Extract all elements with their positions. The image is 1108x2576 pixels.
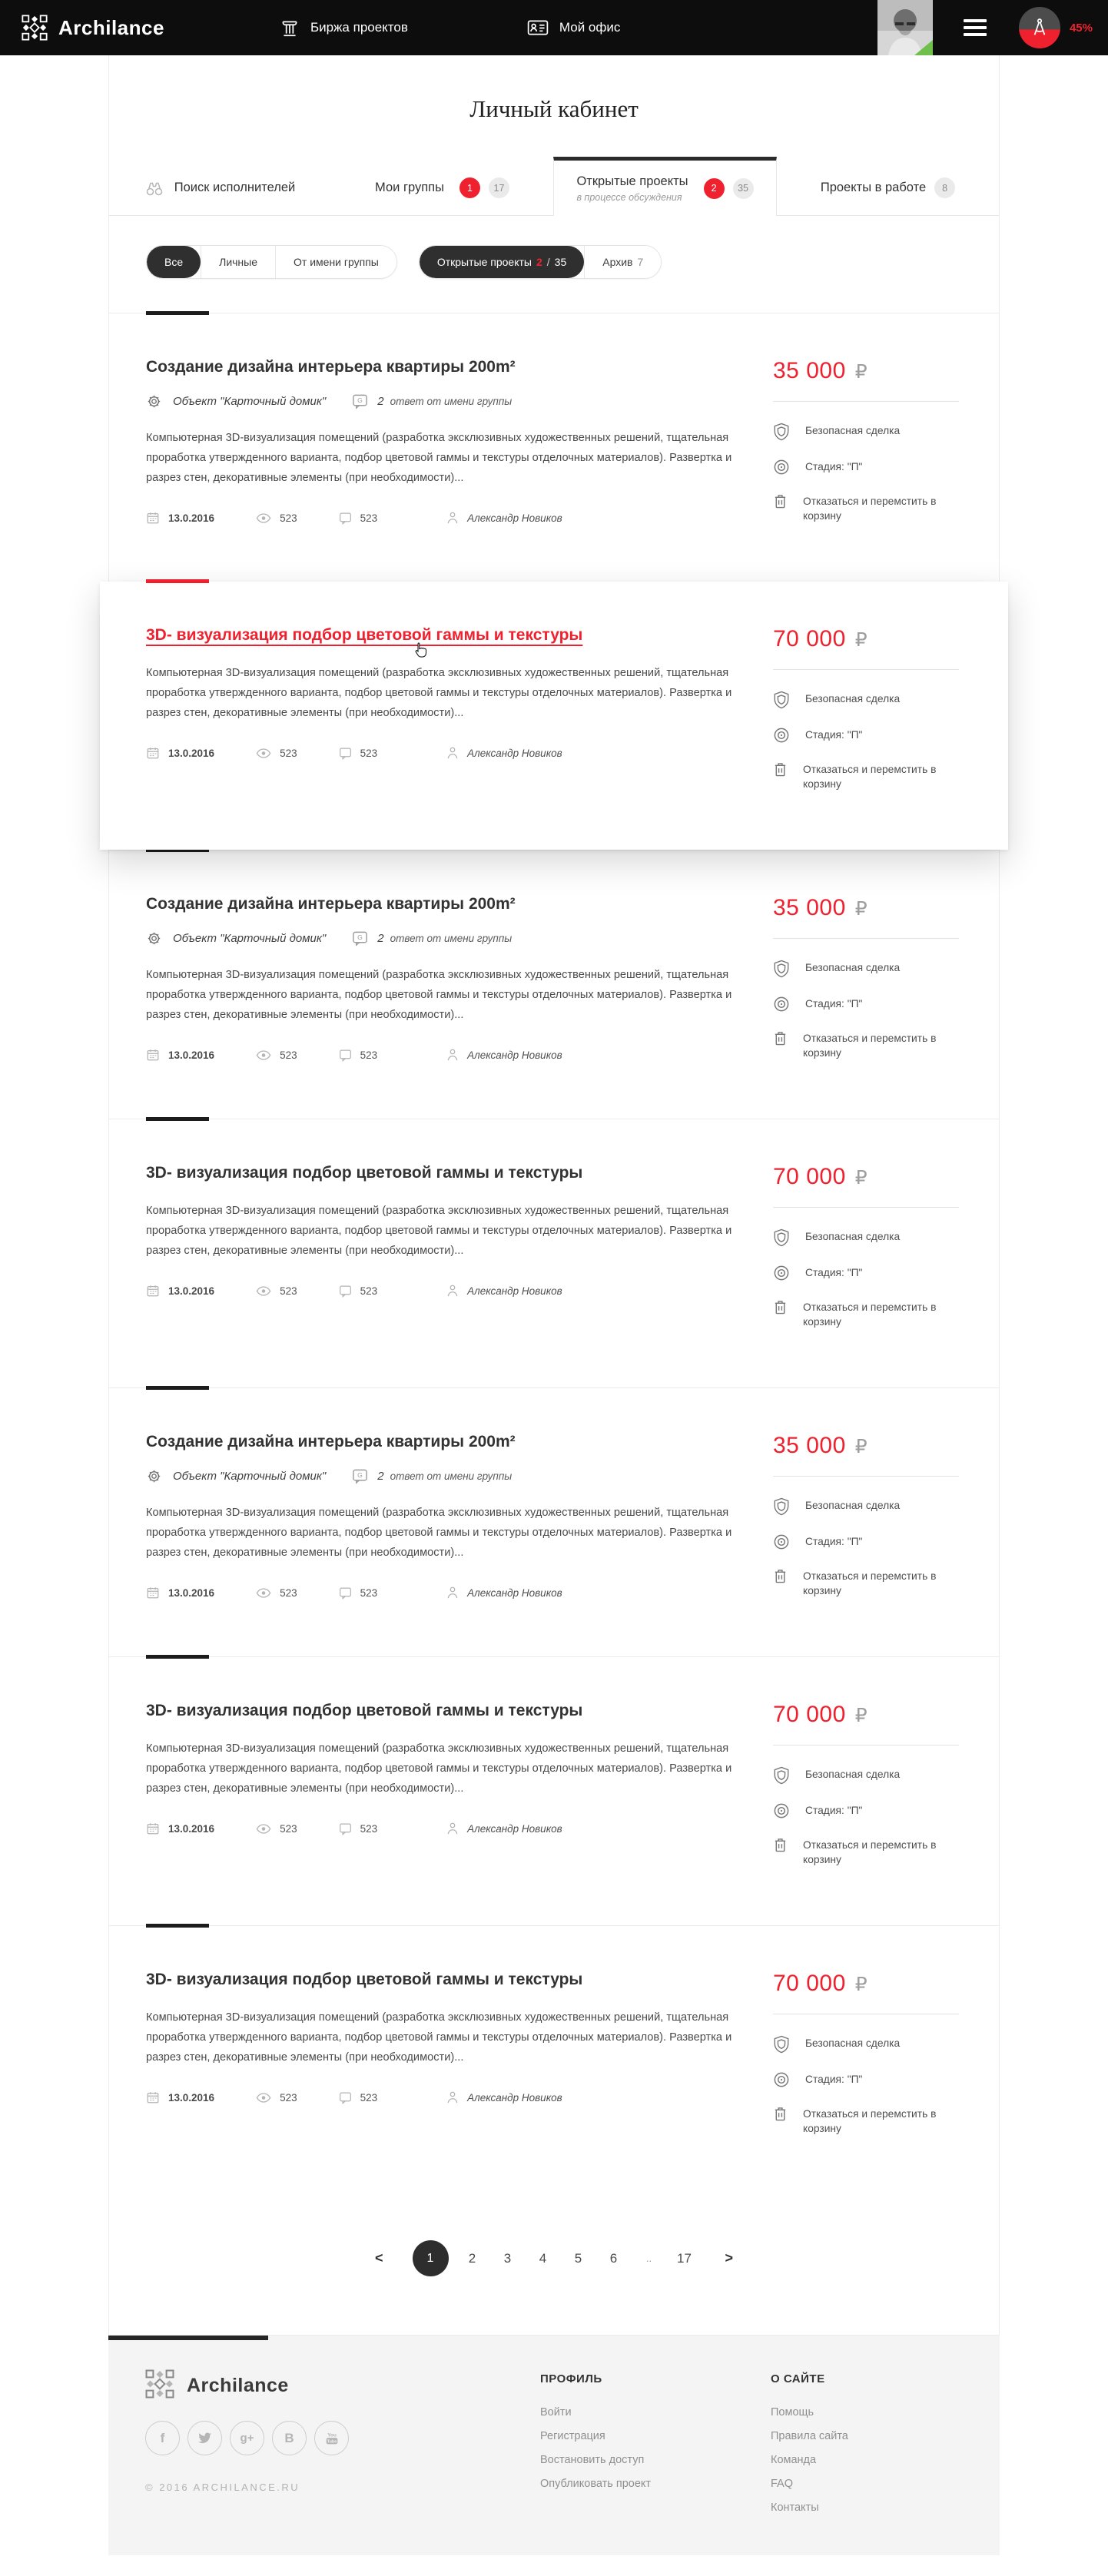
trash-icon [773,761,788,777]
reply-count: 2 [377,932,384,945]
project-price: 70 000 ₽ [773,1971,867,1996]
total-count-badge: 8 [934,177,955,198]
total-count-badge: 35 [733,178,754,199]
project-card [109,1925,999,2194]
group-reply-icon [352,1468,368,1484]
project-price: 70 000 ₽ [773,1702,867,1727]
calendar-icon [146,1822,160,1835]
project-meta [146,2090,738,2104]
project-card [109,313,999,582]
meta-comments: 523 [339,2091,378,2104]
meta-views: 523 [256,512,297,524]
social-links [145,2421,540,2455]
meta-date: 13.0.2016 [146,1586,214,1600]
profile-progress-percent: 45% [1069,21,1093,35]
person-icon [446,511,459,525]
shield-icon [773,2035,790,2054]
trash-action[interactable]: Отказаться и перемстить в корзину [773,1838,959,1867]
footer-column-title: О САЙТЕ [771,2372,825,2385]
project-object-row [146,1468,738,1484]
project-actions [773,691,959,791]
header-right [877,0,1093,55]
pagination [109,2194,999,2335]
shield-action[interactable]: Безопасная сделка [773,1767,959,1785]
project-meta [146,1586,738,1600]
pagination-page-1[interactable]: 1 [413,2240,449,2276]
footer-link-anchor[interactable]: Регистрация [540,2430,605,2442]
eye-icon [256,748,271,758]
project-title-link[interactable]: 3D- визуализация подбор цветовой гаммы и текстуры [146,1971,583,1988]
comment-icon [339,2091,352,2104]
stage-icon [773,1802,790,1819]
nav-item-exchange[interactable]: Биржа проектов [280,18,408,38]
project-description: Компьютерная 3D-визуализация помещений (разработка эксклюзивных художественных решений, тщательная проработка утвержденного варианта, подбор цветовой гаммы и текстуры отделочных материалов). Развертка и разрез стен, декоративные элементы (при необходимости)... [146,1205,732,1257]
footer-links-about [771,2405,963,2515]
footer-link-anchor[interactable]: FAQ [771,2478,794,2490]
footer-link-anchor[interactable]: Войти [540,2406,572,2419]
calendar-icon [146,1586,160,1600]
trash-action[interactable]: Отказаться и перемстить в корзину [773,494,959,523]
reply-label[interactable]: ответ от имени группы [390,396,513,407]
binoculars-icon [145,180,164,197]
meta-date: 13.0.2016 [146,746,214,760]
project-side-panel [773,1702,959,1885]
shield-icon [773,960,790,978]
main-container [108,55,1000,2336]
site-footer [108,2336,1000,2555]
filter-personal-button[interactable]: Личные [201,246,275,278]
project-list [109,313,999,2194]
shield-action[interactable]: Безопасная сделка [773,1498,959,1516]
footer-link [771,2501,963,2515]
trash-icon [773,1030,788,1046]
comment-icon [339,1049,352,1062]
project-price: 35 000 ₽ [773,1433,867,1458]
eye-icon [256,1588,271,1598]
reply-count: 2 [377,1470,384,1483]
ruble-sign: ₽ [854,1435,867,1457]
project-actions [773,1767,959,1867]
project-actions [773,1229,959,1329]
ruble-sign: ₽ [854,897,867,920]
person-icon [446,1822,459,1835]
project-side-panel [773,1971,959,2154]
project-meta [146,1048,738,1062]
copyright: © 2016 ARCHILANCE.RU [145,2482,300,2493]
meta-date: 13.0.2016 [146,1822,214,1835]
meta-author[interactable]: Александр Новиков [446,1586,562,1600]
comment-icon [339,1285,352,1298]
project-card [109,1656,999,1925]
project-card [109,1119,999,1387]
eye-icon [256,513,271,523]
project-description: Компьютерная 3D-визуализация помещений (разработка эксклюзивных художественных решений, тщательная проработка утвержденного варианта, подбор цветовой гаммы и текстуры отделочных материалов). Развертка и разрез стен, декоративные элементы (при необходимости)... [146,969,732,1021]
project-object-row [146,393,738,409]
trash-action[interactable]: Отказаться и перемстить в корзину [773,2107,959,2136]
shield-action[interactable]: Безопасная сделка [773,960,959,978]
shield-icon [773,423,790,441]
facebook-icon[interactable]: f [145,2421,180,2455]
project-actions [773,2036,959,2136]
pagination-prev[interactable]: < [374,2250,383,2266]
trash-action[interactable]: Отказаться и перемстить в корзину [773,1031,959,1060]
divider [773,938,959,939]
project-side-panel [773,1433,959,1616]
stage-action[interactable]: Стадия: "П" [773,728,959,744]
footer-column-title: ПРОФИЛЬ [540,2372,602,2385]
shield-icon [773,1228,790,1247]
divider [773,1745,959,1746]
divider [773,1476,959,1477]
new-count-badge: 2 [704,178,725,199]
pagination-next[interactable]: > [725,2250,734,2266]
meta-author[interactable]: Александр Новиков [446,511,562,525]
meta-comments: 523 [339,1285,378,1298]
footer-link-anchor[interactable]: Помощь [771,2406,814,2419]
meta-author[interactable]: Александр Новиков [446,746,562,760]
youtube-icon[interactable] [314,2421,349,2455]
shield-action[interactable]: Безопасная сделка [773,2036,959,2054]
profile-progress-badge[interactable] [1019,7,1060,48]
stage-icon [773,1533,790,1550]
shield-icon [773,1497,790,1516]
svg-text:Tube: Tube [327,2438,337,2444]
meta-views: 523 [256,1587,297,1599]
project-description: Компьютерная 3D-визуализация помещений (разработка эксклюзивных художественных решений, тщательная проработка утвержденного варианта, подбор цветовой гаммы и текстуры отделочных материалов). Развертка и разрез стен, декоративные элементы (при необходимости)... [146,667,732,719]
footer-link [771,2429,963,2443]
project-side-panel [773,1164,959,1348]
pagination-pages [413,2240,696,2276]
meta-comments: 523 [339,1822,378,1835]
trash-icon [773,2106,788,2122]
project-meta [146,1284,738,1298]
ruble-sign: ₽ [854,628,867,651]
footer-link-anchor[interactable]: Правила сайта [771,2430,848,2442]
meta-comments: 523 [339,512,378,525]
filters-row [109,216,999,313]
meta-author[interactable]: Александр Новиков [446,1822,562,1835]
stage-icon [773,459,790,476]
trash-action[interactable]: Отказаться и перемстить в корзину [773,1300,959,1329]
calendar-icon [146,1284,160,1298]
meta-date: 13.0.2016 [146,1284,214,1298]
shield-action[interactable]: Безопасная сделка [773,691,959,709]
stage-action[interactable]: Стадия: "П" [773,459,959,476]
svg-text:G: G [357,396,363,405]
comment-icon [339,1586,352,1600]
project-card [109,850,999,1119]
reply-count: 2 [377,395,384,408]
meta-author[interactable]: Александр Новиков [446,2090,562,2104]
filter-all-button[interactable]: Все [147,246,201,278]
group-reply-icon [352,393,368,409]
project-object-row [146,930,738,947]
project-card [109,1387,999,1656]
pagination-page-4[interactable]: 4 [539,2250,547,2266]
meta-views: 523 [256,2092,297,2104]
stage-action[interactable]: Стадия: "П" [773,1534,959,1550]
pagination-page-2[interactable]: 2 [468,2250,476,2266]
tab-sublabel: в процессе обсуждения [576,191,682,203]
project-description: Компьютерная 3D-визуализация помещений (разработка эксклюзивных художественных решений, тщательная проработка утвержденного варианта, подбор цветовой гаммы и текстуры отделочных материалов). Развертка и разрез стен, декоративные элементы (при необходимости)... [146,1507,732,1559]
project-actions [773,423,959,523]
gear-icon [146,1468,162,1484]
comment-icon [339,747,352,760]
trash-icon [773,1837,788,1853]
top-nav [280,18,620,38]
tab-open-projects[interactable]: Открытые проекты в процессе обсуждения 2 35 [553,157,777,216]
project-title-link[interactable]: 3D- визуализация подбор цветовой гаммы и текстуры [146,1702,583,1719]
project-price: 70 000 ₽ [773,1164,867,1189]
pagination-ellipsis: .. [645,2253,652,2264]
calendar-icon [146,746,160,760]
project-title-link[interactable]: 3D- визуализация подбор цветовой гаммы и текстуры [146,626,582,645]
project-title-link[interactable]: Создание дизайна интерьера квартиры 200m² [146,358,516,376]
divider [773,401,959,402]
project-actions [773,1498,959,1598]
footer-link-anchor[interactable]: Востановить доступ [540,2454,645,2466]
trash-action[interactable]: Отказаться и перемстить в корзину [773,1569,959,1598]
mouse-cursor-icon [413,641,428,664]
meta-views: 523 [256,1823,297,1835]
tab-my-groups[interactable]: Мои группы 1 17 [331,157,553,215]
archilance-logo-icon [22,15,48,41]
project-actions [773,960,959,1060]
project-object-label[interactable]: Объект "Карточный домик" [173,1470,327,1483]
shield-action[interactable]: Безопасная сделка [773,1229,959,1247]
eye-icon [256,1286,271,1296]
id-card-icon [527,18,549,37]
footer-links-profile [540,2405,771,2491]
archilance-logo-icon [145,2369,174,2402]
archive-count: 7 [637,256,644,268]
pagination-page-17[interactable]: 17 [677,2250,692,2266]
project-title-link[interactable]: 3D- визуализация подбор цветовой гаммы и текстуры [146,1164,583,1182]
shield-action[interactable]: Безопасная сделка [773,423,959,441]
comment-icon [339,512,352,525]
stage-action[interactable]: Стадия: "П" [773,996,959,1013]
stage-icon [773,996,790,1013]
stage-icon [773,2071,790,2088]
footer-link-anchor[interactable]: Опубликовать проект [540,2478,652,2490]
person-icon [446,2090,459,2104]
project-description: Компьютерная 3D-визуализация помещений (разработка эксклюзивных художественных решений, тщательная проработка утвержденного варианта, подбор цветовой гаммы и текстуры отделочных материалов). Развертка и разрез стен, декоративные элементы (при необходимости)... [146,2011,732,2064]
filter-group-button[interactable]: От имени группы [275,246,396,278]
project-description: Компьютерная 3D-визуализация помещений (разработка эксклюзивных художественных решений, тщательная проработка утвержденного варианта, подбор цветовой гаммы и текстуры отделочных материалов). Развертка и разрез стен, декоративные элементы (при необходимости)... [146,1742,732,1795]
gear-icon [146,930,162,947]
calendar-icon [146,2090,160,2104]
trash-icon [773,1568,788,1584]
ruble-sign: ₽ [854,1704,867,1726]
pagination-page-3[interactable]: 3 [503,2250,512,2266]
project-side-panel [773,358,959,542]
person-icon [446,1048,459,1062]
meta-date: 13.0.2016 [146,1048,214,1062]
pagination-page-5[interactable]: 5 [574,2250,582,2266]
brand[interactable] [22,15,164,41]
open-count: 2 [536,256,542,268]
eye-icon [256,2093,271,2103]
meta-views: 523 [256,1285,297,1297]
footer-link [771,2405,963,2419]
twitter-icon[interactable] [187,2421,222,2455]
project-price: 70 000 ₽ [773,626,867,651]
stage-icon [773,1265,790,1281]
trash-action[interactable]: Отказаться и перемстить в корзину [773,762,959,791]
footer-link [771,2477,963,2491]
footer-brand[interactable]: Archilance [145,2369,540,2402]
site-header [0,0,1108,55]
googleplus-icon[interactable]: g+ [230,2421,264,2455]
page-title: Личный кабинет [469,95,639,122]
nav-item-office[interactable]: Мой офис [527,18,620,37]
brand-name: Archilance [58,15,164,39]
project-object-label[interactable]: Объект "Карточный домик" [173,932,327,945]
gear-icon [146,393,162,409]
new-count-badge: 1 [459,177,480,198]
meta-date: 13.0.2016 [146,2090,214,2104]
trash-icon [773,493,788,509]
total-count-badge: 17 [489,177,509,198]
trash-icon [773,1299,788,1315]
ruble-sign: ₽ [854,360,867,383]
footer-link [540,2429,771,2443]
stage-action[interactable]: Стадия: "П" [773,1265,959,1281]
project-description: Компьютерная 3D-визуализация помещений (разработка эксклюзивных художественных решений, тщательная проработка утвержденного варианта, подбор цветовой гаммы и текстуры отделочных материалов). Развертка и разрез стен, декоративные элементы (при необходимости)... [146,432,732,484]
person-icon [446,1586,459,1600]
behance-icon[interactable]: B [272,2421,307,2455]
shield-icon [773,1766,790,1785]
footer-column-about [771,2369,963,2525]
reply-label[interactable]: ответ от имени группы [390,933,513,944]
footer-column-profile [540,2369,771,2525]
divider [773,669,959,670]
shield-icon [773,691,790,709]
filter-archive-button[interactable]: Архив 7 [584,246,661,278]
project-side-panel [773,895,959,1079]
scope-filter-group [146,245,397,279]
footer-link [540,2405,771,2419]
meta-comments: 523 [339,1049,378,1062]
footer-link [771,2453,963,2467]
svg-text:G: G [357,933,363,942]
stage-action[interactable]: Стадия: "П" [773,2072,959,2088]
reply-label[interactable]: ответ от имени группы [390,1470,513,1482]
comment-icon [339,1822,352,1835]
meta-views: 523 [256,748,297,759]
stage-action[interactable]: Стадия: "П" [773,1803,959,1819]
menu-icon[interactable] [964,19,987,36]
project-meta [146,511,738,525]
stage-icon [773,727,790,744]
svg-text:G: G [357,1471,363,1480]
eye-icon [256,1824,271,1834]
footer-link [540,2477,771,2491]
meta-author[interactable]: Александр Новиков [446,1284,562,1298]
calendar-icon [146,511,160,525]
ruble-sign: ₽ [854,1973,867,1995]
project-side-panel [773,626,959,810]
project-card [100,582,1008,850]
divider [773,1207,959,1208]
user-avatar[interactable] [877,0,933,55]
person-icon [446,746,459,760]
status-filter-group [419,245,662,279]
project-price: 35 000 ₽ [773,895,867,920]
project-title-link[interactable]: Создание дизайна интерьера квартиры 200m² [146,895,516,913]
svg-text:You: You [327,2432,337,2438]
column-icon [280,18,300,38]
tab-search-executors[interactable]: Поиск исполнителей [109,157,331,215]
eye-icon [256,1050,271,1060]
meta-date: 13.0.2016 [146,511,214,525]
meta-comments: 523 [339,1586,378,1600]
project-meta [146,746,738,760]
project-title-link[interactable]: Создание дизайна интерьера квартиры 200m² [146,1433,516,1450]
tabs-bar [109,157,999,216]
tab-projects-in-work[interactable]: Проекты в работе 8 [777,157,999,215]
meta-author[interactable]: Александр Новиков [446,1048,562,1062]
pagination-page-6[interactable]: 6 [609,2250,618,2266]
footer-link-anchor[interactable]: Команда [771,2454,817,2466]
ruble-sign: ₽ [854,1166,867,1189]
group-reply-icon [352,930,368,947]
project-meta [146,1822,738,1835]
compass-icon [1029,17,1050,38]
project-object-label[interactable]: Объект "Карточный домик" [173,395,327,408]
meta-views: 523 [256,1049,297,1061]
footer-link-anchor[interactable]: Контакты [771,2501,819,2514]
calendar-icon [146,1048,160,1062]
filter-open-projects-button[interactable]: Открытые проекты 2 / 35 [420,246,584,278]
person-icon [446,1284,459,1298]
project-price: 35 000 ₽ [773,358,867,383]
footer-link [540,2453,771,2467]
meta-comments: 523 [339,747,378,760]
